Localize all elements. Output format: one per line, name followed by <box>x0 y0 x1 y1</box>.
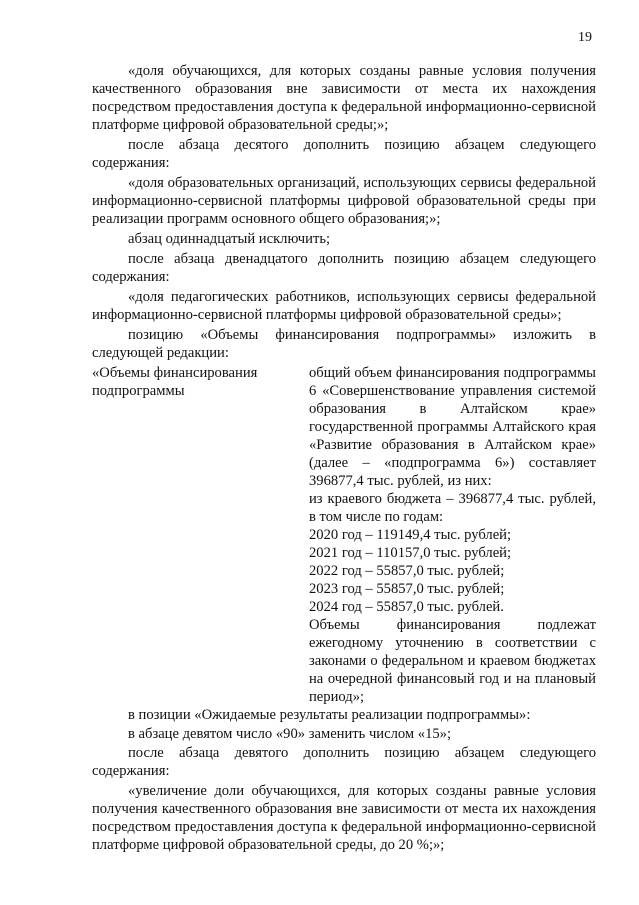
paragraph: в позиции «Ожидаемые результаты реализации подпрограммы»: <box>128 707 531 723</box>
paragraph: позицию «Объемы финансирования подпрограммы» изложить в следующей редакции: <box>92 327 596 361</box>
financing-regional: из краевого бюджета – 396877,4 тыс. рублей, в том числе по годам: <box>309 491 596 525</box>
year-item: 2024 год – 55857,0 тыс. рублей. <box>309 599 504 615</box>
paragraph: после абзаца десятого дополнить позицию абзацем следующего содержания: <box>92 137 596 171</box>
table-value-cell <box>309 364 596 706</box>
financing-intro: общий объем финансирования подпрограммы 6 «Совершенствование управления системой образования в Алтайском крае» государственной программы Алтайского края «Развитие образования в Алтайском крае» (далее – «подпрограмма 6») составляет 396877,4 тыс. рублей, из них: <box>309 365 596 489</box>
paragraph: после абзаца девятого дополнить позицию абзацем следующего содержания: <box>92 745 596 779</box>
financing-note: Объемы финансирования подлежат ежегодному уточнению в соответствии с законами о федеральном и краевом бюджетах на очередной финансовый год и на плановый период»; <box>309 617 596 705</box>
year-item: 2020 год – 119149,4 тыс. рублей; <box>309 527 512 543</box>
paragraph: «увеличение доли обучающихся, для которых созданы равные условия получения качественного образования вне зависимости от места их нахождения посредством предоставления доступа к федеральной информационно-сервисной платформе цифровой образовательной среды, до 20 %;»; <box>92 783 596 853</box>
financing-table <box>92 364 596 706</box>
document-body <box>92 62 596 854</box>
year-item: 2023 год – 55857,0 тыс. рублей; <box>309 581 505 597</box>
paragraph: «доля обучающихся, для которых созданы равные условия получения качественного образования вне зависимости от места их нахождения посредством предоставления доступа к федеральной информационно-сервисной платформе цифровой образовательной среды;»; <box>92 63 596 133</box>
paragraph: после абзаца двенадцатого дополнить позицию абзацем следующего содержания: <box>92 251 596 285</box>
paragraph: в абзаце девятом число «90» заменить числом «15»; <box>128 726 452 742</box>
paragraph: «доля педагогических работников, использующих сервисы федеральной информационно-сервисной платформы цифровой образовательной среды»; <box>92 289 596 323</box>
paragraph: абзац одиннадцатый исключить; <box>128 231 331 247</box>
paragraph: «доля образовательных организаций, использующих сервисы федеральной информационно-сервисной платформы цифровой образовательной среды при реализации программ основного общего образования;»; <box>92 175 596 227</box>
year-list <box>309 526 596 616</box>
table-label-cell <box>92 364 302 706</box>
page-number: 19 <box>578 30 592 45</box>
year-item: 2022 год – 55857,0 тыс. рублей; <box>309 563 505 579</box>
table-label: «Объемы финансирования подпрограммы <box>92 365 258 399</box>
year-item: 2021 год – 110157,0 тыс. рублей; <box>309 545 512 561</box>
